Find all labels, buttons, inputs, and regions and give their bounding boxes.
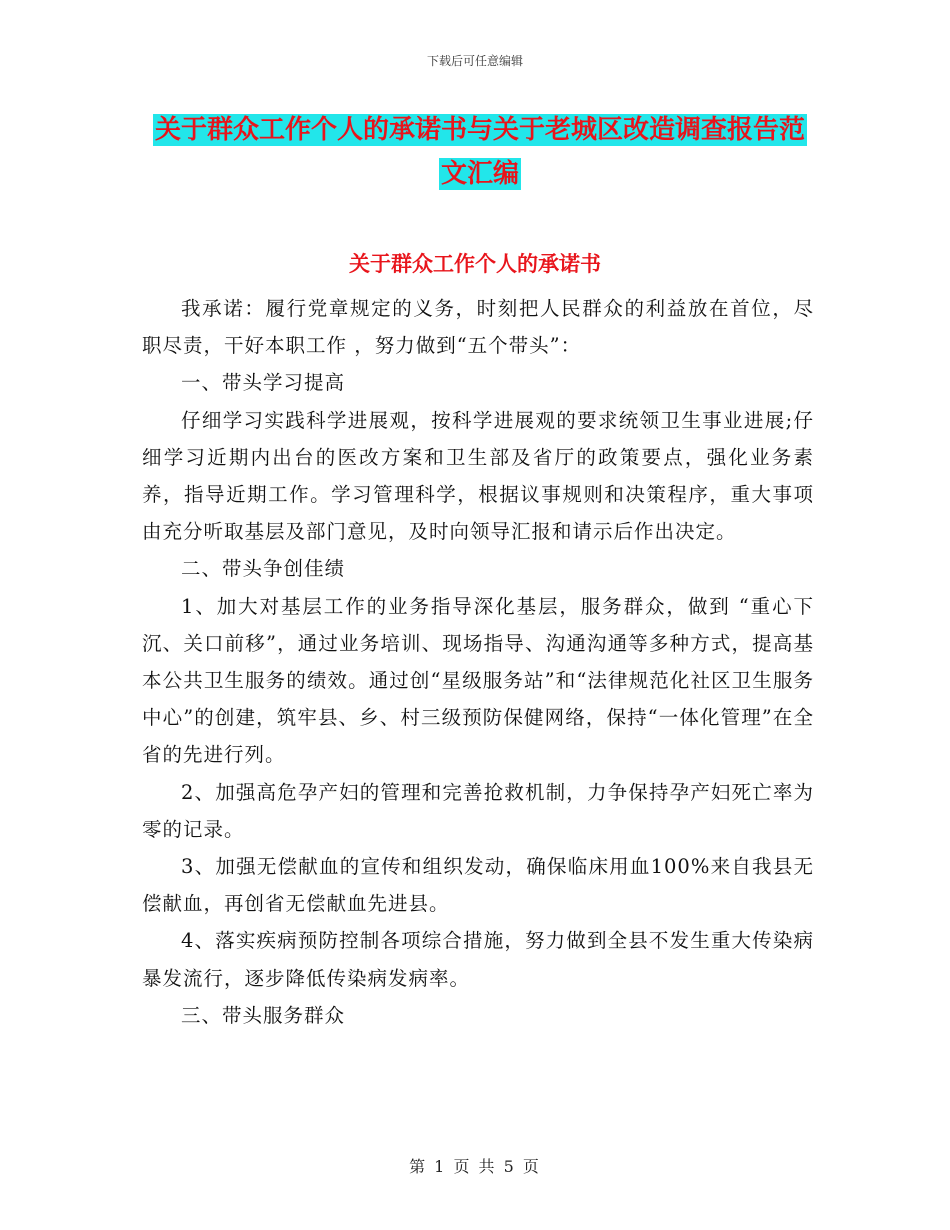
document-main-title xyxy=(150,108,810,196)
page-indicator: 第 1 页 共 5 页 xyxy=(409,1157,541,1176)
paragraph-item-4: 4、落实疾病预防控制各项综合措施，努力做到全县不发生重大传染病暴发流行，逐步降低传染病发病率。 xyxy=(142,929,814,990)
paragraph-item-1: 1、加大对基层工作的业务指导深化基层，服务群众，做到 “重心下沉、关口前移”，通过业务培训、现场指导、沟通沟通等多种方式，提高基本公共卫生服务的绩效。通过创“星级服务站”和“法律规范化社区卫生服务中心”的创建，筑牢县、乡、村三级预防保健网络，保持“一体化管理”在全省的先进行列。 xyxy=(142,594,814,767)
document-body xyxy=(142,290,814,1034)
paragraph-learning: 仔细学习实践科学进展观，按科学进展观的要求统领卫生事业进展;仔细学习近期内出台的医改方案和卫生部及省厅的政策要点，强化业务素养，指导近期工作。学习管理科学，根据议事规则和决策程序，重大事项由充分听取基层及部门意见，及时向领导汇报和请示后作出决定。 xyxy=(142,408,814,544)
paragraph-pledge-intro: 我承诺：履行党章规定的义务，时刻把人民群众的利益放在首位，尽职尽责，干好本职工作 ，努力做到“五个带头”： xyxy=(142,297,814,358)
paragraph-item-3: 3、加强无偿献血的宣传和组织发动，确保临床用血100%来自我县无偿献血，再创省无偿献血先进县。 xyxy=(142,855,814,916)
heading-lead-achievement: 二、带头争创佳绩 xyxy=(181,557,346,581)
main-title-highlight: 关于群众工作个人的承诺书与关于老城区改造调查报告范文汇编 xyxy=(154,115,805,189)
section-title: 关于群众工作个人的承诺书 xyxy=(349,251,601,276)
heading-lead-learning: 一、带头学习提高 xyxy=(181,371,346,395)
heading-lead-service: 三、带头服务群众 xyxy=(181,1003,346,1027)
paragraph-item-2: 2、加强高危孕产妇的管理和完善抢救机制，力争保持孕产妇死亡率为零的记录。 xyxy=(142,780,814,841)
header-note: 下载后可任意编辑 xyxy=(426,54,523,68)
